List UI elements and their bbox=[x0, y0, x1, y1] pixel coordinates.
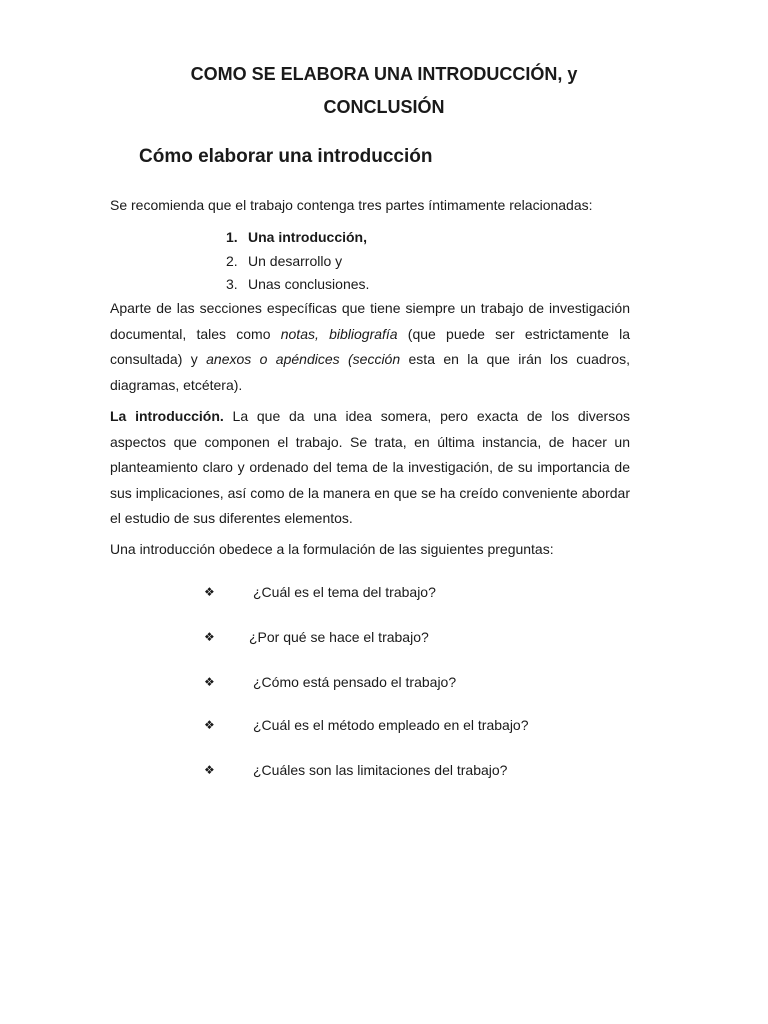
diamond-bullet-icon: ❖ bbox=[204, 630, 215, 644]
numbered-list bbox=[226, 229, 369, 300]
question-item: ¿Cuáles son las limitaciones del trabajo? bbox=[253, 762, 508, 778]
question-item: ¿Cómo está pensado el trabajo? bbox=[253, 674, 457, 690]
question-item: ¿Por qué se hace el trabajo? bbox=[249, 629, 429, 645]
list-item-text: Una introducción, bbox=[248, 229, 367, 245]
list-item-number: 1. bbox=[226, 229, 238, 245]
list-item-number: 2. bbox=[226, 252, 238, 269]
question-item: ¿Cuál es el método empleado en el trabajo? bbox=[253, 717, 529, 733]
diamond-bullet-icon: ❖ bbox=[204, 718, 215, 732]
diamond-bullet-icon: ❖ bbox=[204, 585, 215, 599]
list-item bbox=[226, 253, 369, 277]
diamond-bullet-icon: ❖ bbox=[204, 675, 215, 689]
document-title-line-2: CONCLUSIÓN bbox=[323, 97, 445, 117]
diamond-bullet-icon: ❖ bbox=[204, 763, 215, 777]
section-heading: Cómo elaborar una introducción bbox=[139, 146, 433, 167]
aparte-paragraph bbox=[110, 296, 630, 398]
document-title-line-1: COMO SE ELABORA UNA INTRODUCCIÓN, y bbox=[190, 64, 578, 84]
aparte-text-3: esta en la que irán los cuadros, diagramas, etcétera). bbox=[110, 351, 630, 393]
list-item-number: 3. bbox=[226, 276, 238, 292]
introduction-paragraph bbox=[110, 404, 630, 532]
aparte-text-2: (que puede ser estrictamente la consultada) y bbox=[110, 325, 630, 367]
aparte-text-1: Aparte de las secciones específicas que tiene siempre un trabajo de investigación documental, tales como bbox=[110, 300, 630, 342]
aparte-italic-anexos: anexos o apéndices (sección bbox=[206, 351, 401, 367]
list-item bbox=[226, 229, 369, 253]
aparte-italic-notas: notas, bibliografía bbox=[280, 325, 398, 342]
intro-sentence: Se recomienda que el trabajo contenga tres partes íntimamente relacionadas: bbox=[110, 197, 593, 213]
questions-intro: Una introducción obedece a la formulación de las siguientes preguntas: bbox=[110, 541, 554, 557]
list-item-text: Un desarrollo y bbox=[248, 252, 343, 269]
introduction-lead: La introducción. bbox=[110, 408, 224, 424]
question-item: ¿Cuál es el tema del trabajo? bbox=[253, 584, 436, 600]
list-item-text: Unas conclusiones. bbox=[248, 276, 370, 292]
introduction-text: La que da una idea somera, pero exacta de los diversos aspectos que componen el trabajo. Se trata, en última instancia, de hacer un planteamiento claro y ordenado del tema de la investigación, de su importancia de sus implicaciones, así como de la manera en que se ha creído conveniente abordar el estudio de sus diferentes elementos. bbox=[110, 408, 631, 526]
